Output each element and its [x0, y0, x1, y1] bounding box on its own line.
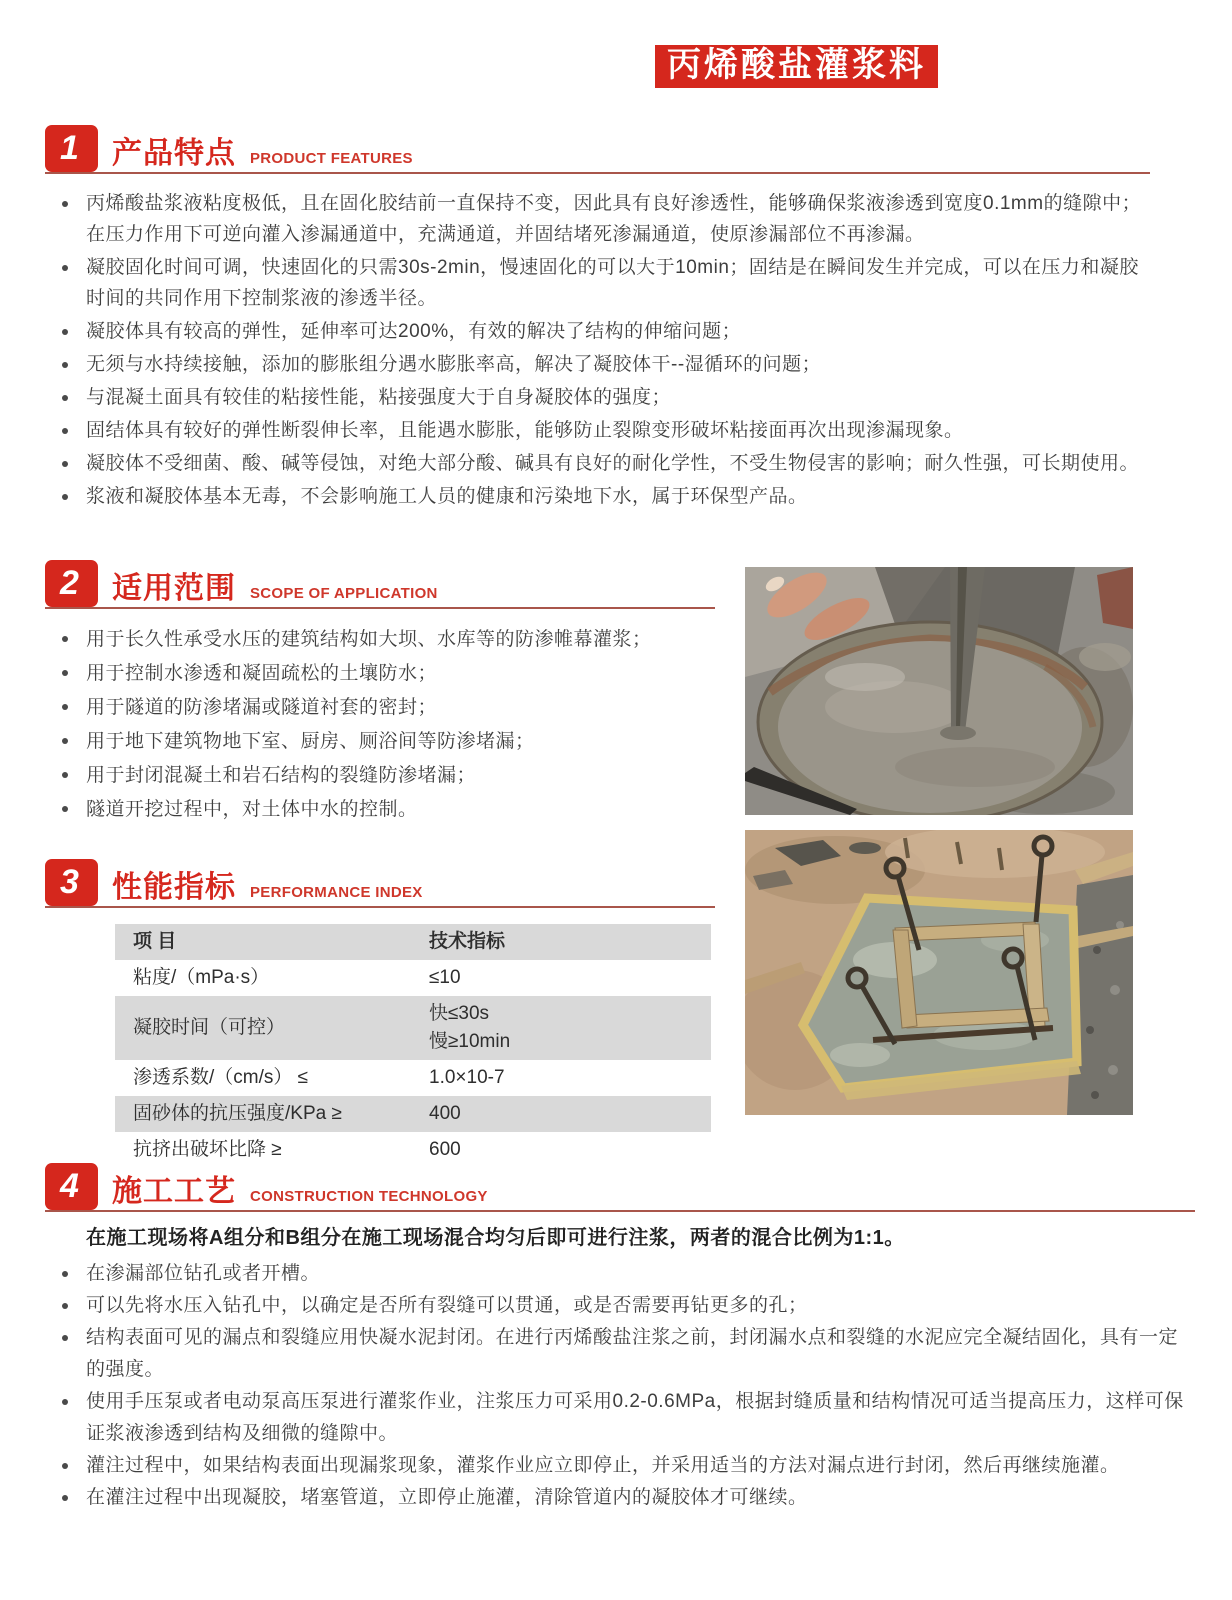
list-item: 用于长久性承受水压的建筑结构如大坝、水库等的防渗帷幕灌浆； [45, 623, 715, 657]
section-scope-of-application [45, 557, 715, 827]
row-item: 凝胶时间（可控） [133, 1017, 286, 1038]
section-title-en: CONSTRUCTION TECHNOLOGY [250, 1188, 488, 1205]
row-value: 1.0×10-7 [429, 1067, 505, 1088]
list-item: 无须与水持续接触，添加的膨胀组分遇水膨胀率高，解决了凝胶体干--湿循环的问题； [45, 349, 1150, 380]
section-title-en: PRODUCT FEATURES [250, 150, 413, 167]
row-item: 粘度/（mPa·s） [133, 967, 270, 988]
section-number-badge: 3 [45, 859, 98, 906]
application-list [45, 623, 715, 827]
section-2-header [45, 557, 715, 609]
list-item: 在渗漏部位钻孔或者开槽。 [45, 1258, 1195, 1290]
section-title-zh: 施工工艺 [112, 1175, 236, 1208]
list-item: 固结体具有较好的弹性断裂伸长率，且能遇水膨胀，能够防止裂隙变形破坏粘接面再次出现渗漏现象。 [45, 415, 1150, 446]
row-value: 600 [429, 1139, 461, 1160]
table-row [115, 1060, 711, 1096]
list-item: 凝胶固化时间可调，快速固化的只需30s-2min，慢速固化的可以大于10min；固结是在瞬间发生并完成，可以在压力和凝胶时间的共同作用下控制浆液的渗透半径。 [45, 252, 1150, 314]
section-title-zh: 性能指标 [112, 871, 236, 904]
list-item: 用于控制水渗透和凝固疏松的土壤防水； [45, 657, 715, 691]
row-value: ≤10 [429, 967, 461, 988]
section-title-en: PERFORMANCE INDEX [250, 884, 423, 901]
row-value-line: 慢≥10min [429, 1031, 511, 1052]
column-header-item: 项 目 [133, 931, 177, 952]
mixing-ratio-note: 在施工现场将A组分和B组分在施工现场混合均匀后即可进行注浆，两者的混合比例为1:1。 [86, 1227, 905, 1249]
row-value-line: 快≤30s [429, 1003, 490, 1024]
section-title-zh: 适用范围 [112, 572, 236, 605]
grout-pouring-photo [745, 567, 1133, 815]
table-row [115, 1096, 711, 1132]
product-title-banner: 丙烯酸盐灌浆料 [655, 45, 938, 88]
section-number-badge: 4 [45, 1163, 98, 1210]
section-3-header [45, 856, 715, 908]
formwork-concrete-photo [745, 830, 1133, 1115]
section-number-badge: 2 [45, 560, 98, 607]
table-row [115, 960, 711, 996]
list-item: 凝胶体不受细菌、酸、碱等侵蚀，对绝大部分酸、碱具有良好的耐化学性，不受生物侵害的影响；耐久性强，可长期使用。 [45, 448, 1150, 479]
section-1-header [45, 122, 1150, 174]
section-construction-technology [45, 1160, 1195, 1514]
row-item: 固砂体的抗压强度/KPa ≥ [133, 1103, 342, 1124]
list-item: 用于封闭混凝土和岩石结构的裂缝防渗堵漏； [45, 759, 715, 793]
list-item: 可以先将水压入钻孔中，以确定是否所有裂缝可以贯通，或是否需要再钻更多的孔； [45, 1290, 1195, 1322]
product-features-list [45, 188, 1150, 512]
list-item: 使用手压泵或者电动泵高压泵进行灌浆作业，注浆压力可采用0.2-0.6MPa，根据封缝质量和结构情况可适当提高压力，这样可保证浆液渗透到结构及细微的缝隙中。 [45, 1386, 1195, 1450]
section-4-header [45, 1160, 1195, 1212]
list-item: 用于隧道的防渗堵漏或隧道衬套的密封； [45, 691, 715, 725]
list-item: 隧道开挖过程中，对土体中水的控制。 [45, 793, 715, 827]
section-product-features [45, 122, 1150, 514]
table-row [115, 996, 711, 1060]
column-header-index: 技术指标 [429, 931, 506, 952]
list-item: 与混凝土面具有较佳的粘接性能，粘接强度大于自身凝胶体的强度； [45, 382, 1150, 413]
list-item: 结构表面可见的漏点和裂缝应用快凝水泥封闭。在进行丙烯酸盐注浆之前，封闭漏水点和裂缝的水泥应完全凝结固化，具有一定的强度。 [45, 1322, 1195, 1386]
list-item: 灌注过程中，如果结构表面出现漏浆现象，灌浆作业应立即停止，并采用适当的方法对漏点进行封闭，然后再继续施灌。 [45, 1450, 1195, 1482]
section-performance-index [45, 856, 715, 1168]
row-item: 抗挤出破坏比降 ≥ [133, 1139, 282, 1160]
list-item: 凝胶体具有较高的弹性，延伸率可达200%，有效的解决了结构的伸缩问题； [45, 316, 1150, 347]
section-number-badge: 1 [45, 125, 98, 172]
list-item: 丙烯酸盐浆液粘度极低，且在固化胶结前一直保持不变，因此具有良好渗透性，能够确保浆液渗透到宽度0.1mm的缝隙中；在压力作用下可逆向灌入渗漏通道中，充满通道，并固结堵死渗漏通道，使原渗漏部位不再渗漏。 [45, 188, 1150, 250]
row-value [411, 996, 711, 1060]
performance-table [115, 924, 711, 1168]
construction-steps-list [45, 1258, 1195, 1514]
section-title-en: SCOPE OF APPLICATION [250, 585, 438, 602]
row-item: 渗透系数/（cm/s） ≤ [133, 1067, 309, 1088]
list-item: 用于地下建筑物地下室、厨房、厕浴间等防渗堵漏； [45, 725, 715, 759]
table-header-row [115, 924, 711, 960]
section-title-zh: 产品特点 [112, 137, 236, 170]
list-item: 浆液和凝胶体基本无毒，不会影响施工人员的健康和污染地下水，属于环保型产品。 [45, 481, 1150, 512]
list-item: 在灌注过程中出现凝胶，堵塞管道，立即停止施灌，清除管道内的凝胶体才可继续。 [45, 1482, 1195, 1514]
row-value: 400 [429, 1103, 461, 1124]
